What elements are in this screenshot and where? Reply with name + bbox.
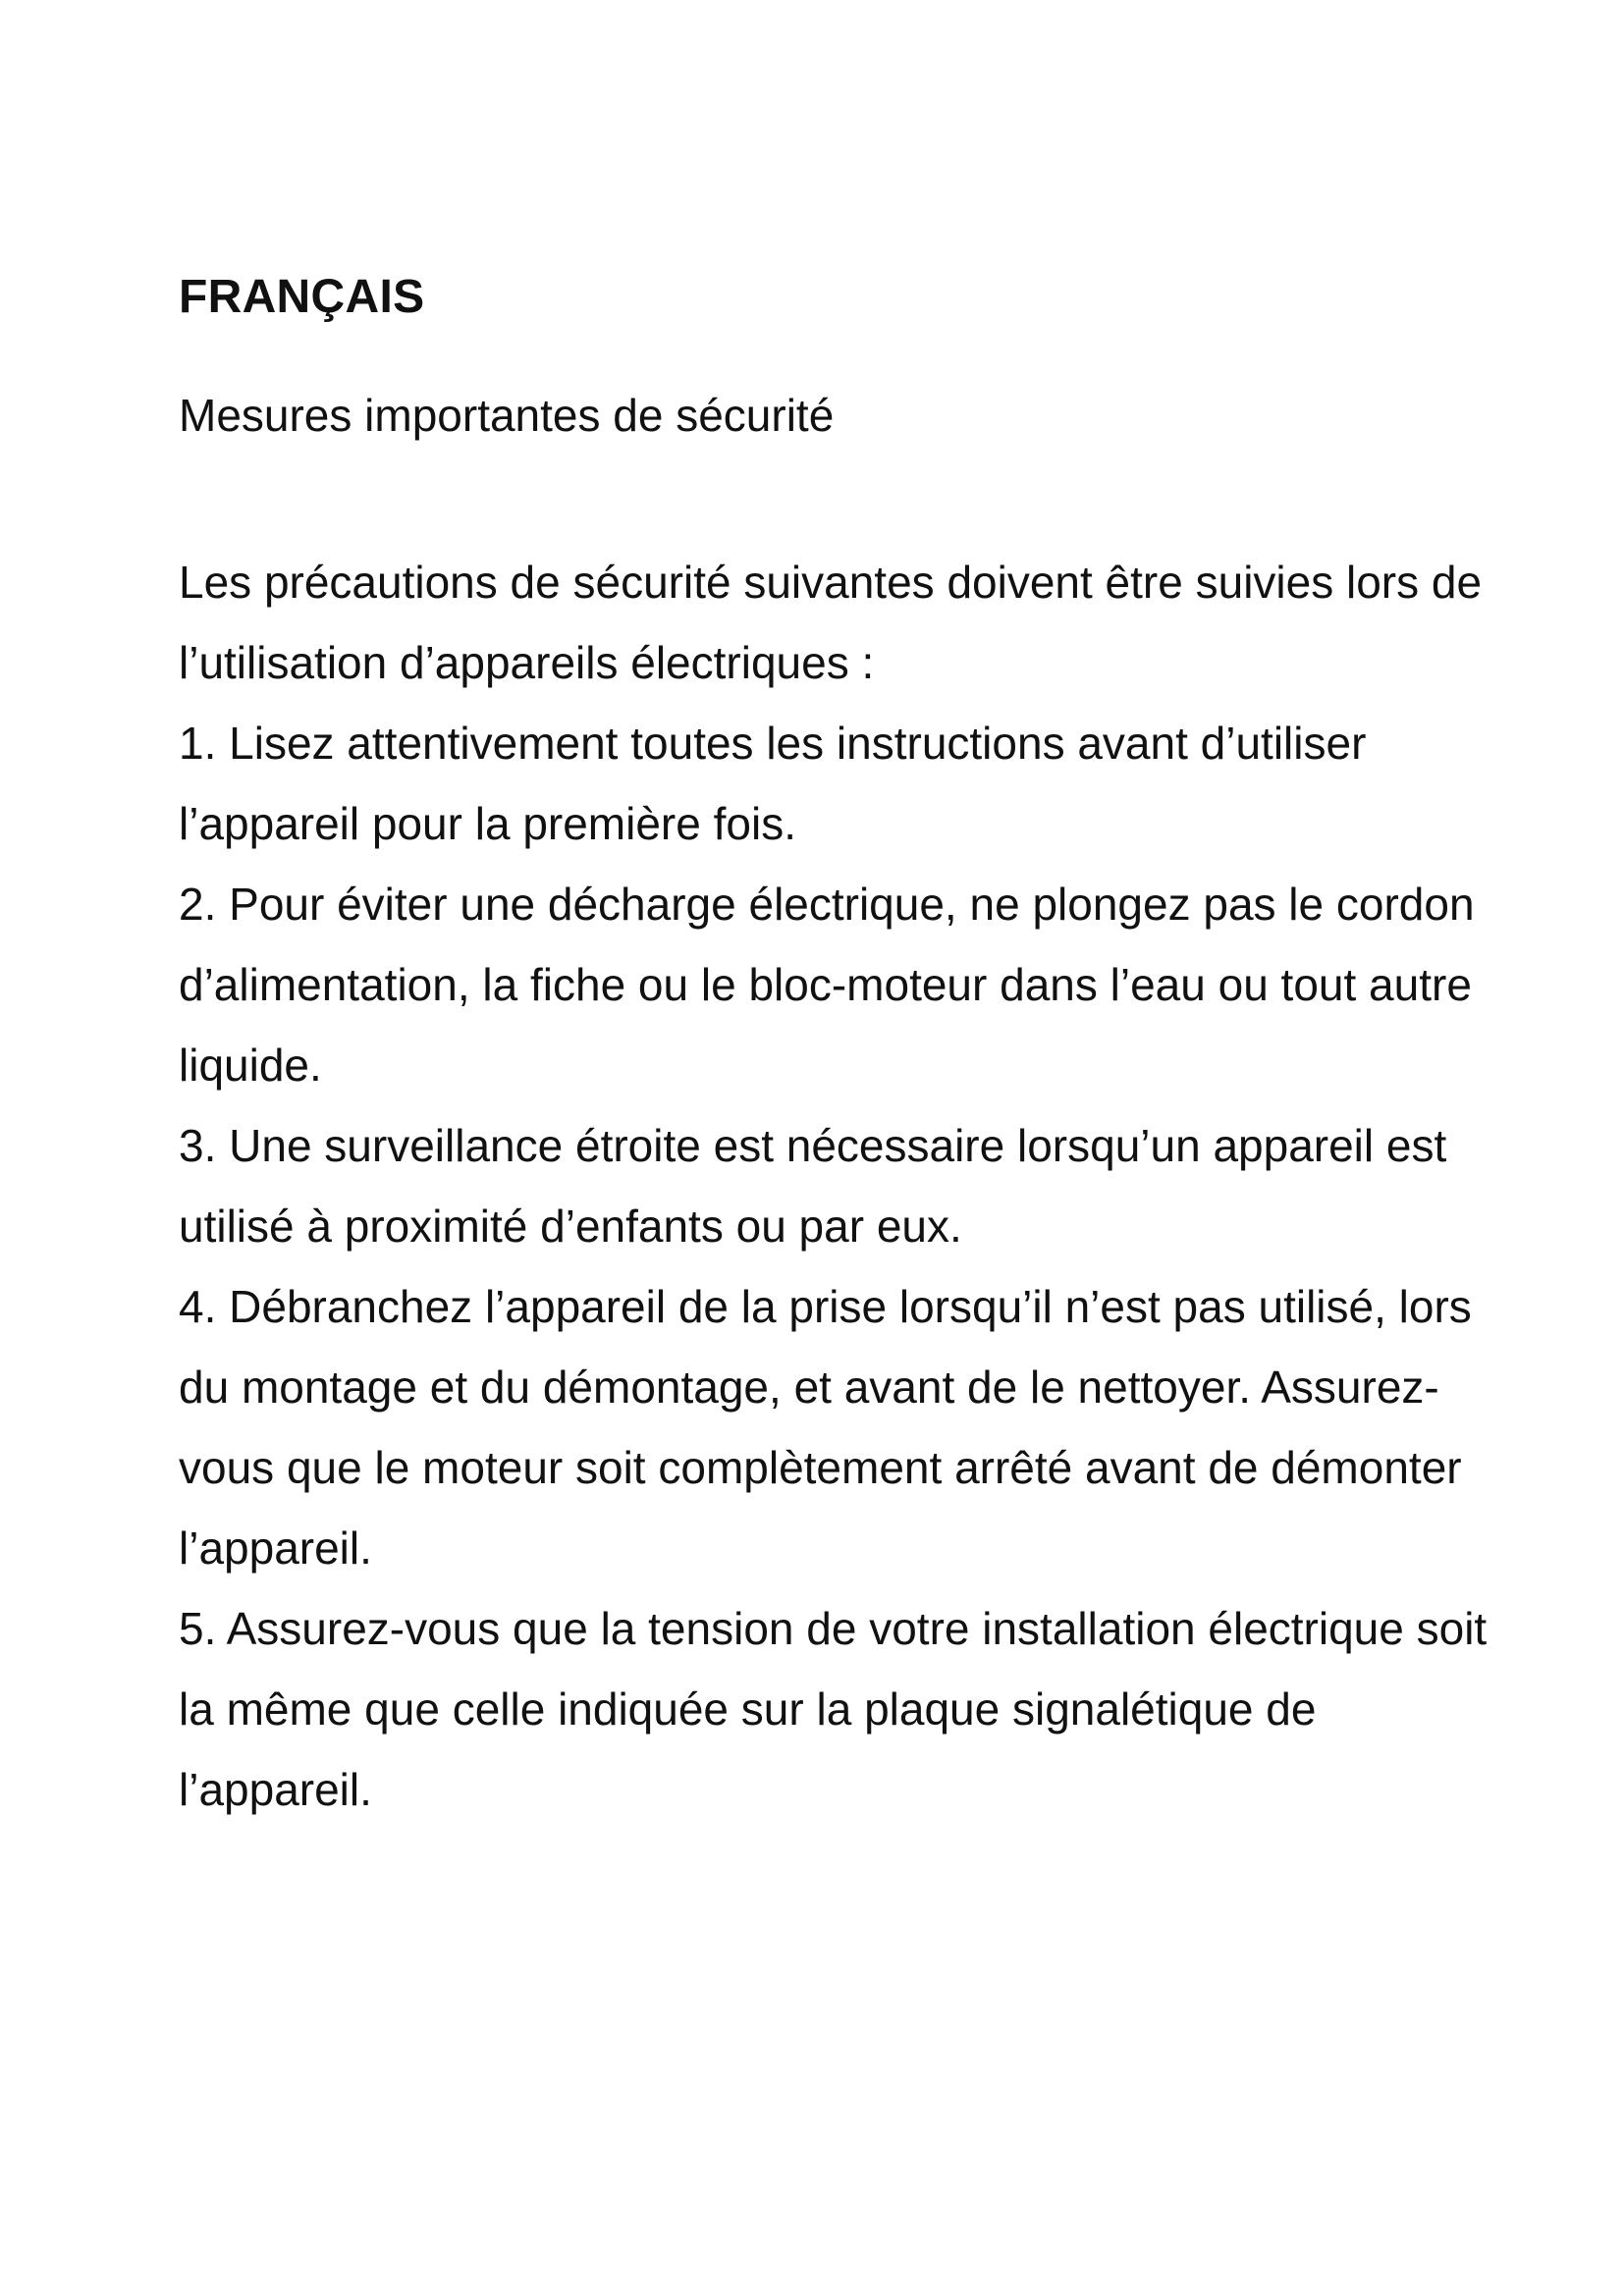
instruction-item-2: 2. Pour éviter une décharge électrique, ne plongez pas le cordon d’alimentation, la fiche ou le bloc-moteur dans l’eau ou tout autre liquide.: [179, 879, 1475, 1091]
safety-instructions-list: [179, 703, 1494, 1830]
intro-paragraph: Les précautions de sécurité suivantes doivent être suivies lors de l’utilisation d’appareils électriques :: [179, 557, 1483, 688]
instruction-item-5: 5. Assurez-vous que la tension de votre installation électrique soit la même que celle indiquée sur la plaque signalétique de l’appareil.: [179, 1603, 1488, 1815]
instruction-item-3: 3. Une surveillance étroite est nécessaire lorsqu’un appareil est utilisé à proximité d’enfants ou par eux.: [179, 1120, 1447, 1252]
safety-title: Mesures importantes de sécurité: [179, 390, 835, 441]
instruction-item-4: 4. Débranchez l’appareil de la prise lorsqu’il n’est pas utilisé, lors du montage et du démontage, et avant de le nettoyer. Assurez-vous que le moteur soit complètement arrêté avant de démonter l’appareil.: [179, 1281, 1472, 1574]
instruction-item-1: 1. Lisez attentivement toutes les instructions avant d’utiliser l’appareil pour la première fois.: [179, 718, 1367, 849]
language-heading: FRANÇAIS: [179, 271, 425, 323]
document-content: [179, 263, 1494, 1830]
